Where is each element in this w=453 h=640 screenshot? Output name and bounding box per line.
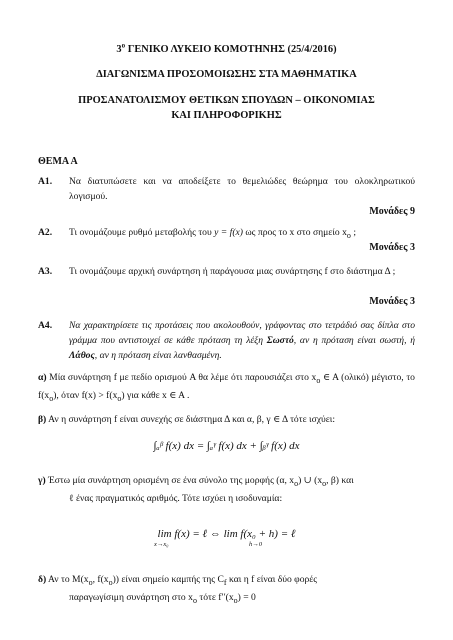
question-number: Α2. [38,227,53,238]
question-a3 [38,264,415,279]
limit-subscript-1: x→x₀ [154,541,169,548]
integral-formula: ∫ₐᵝ f(x) dx = ∫ₐᵞ f(x) dx + ∫ᵦᵞ f(x) dx [153,440,300,452]
marks-a2: Μονάδες 3 [369,242,415,253]
limit-formula: lim f(x) = ℓ ⇔ lim f(x₀ + h) = ℓ [157,528,296,540]
question-number: Α4. [38,320,53,331]
question-number: Α1. [38,176,53,187]
question-number: Α3. [38,266,53,277]
header-line-1: $3^o$ ΓΕΝΙΚΟ ΛΥΚΕΙΟ ΚΟΜΟΤΗΝΗΣ (25/4/2016) [116,41,337,55]
question-text: Να διατυπώσετε και να αποδείξετε το θεμελιώδες θεώρημα του ολοκληρωτικού λογισμού. [69,176,415,202]
section-title: ΘΕΜΑ Α [38,156,78,167]
limit-subscript-2: h→0 [249,541,262,548]
question-a1 [38,174,415,204]
statement-b: β) Αν η συνάρτηση f είναι συνεχής σε διάστημα Δ και α, β, γ ∈ Δ τότε ισχύει: [38,414,336,425]
question-a2 [38,225,415,243]
statement-d: δ) Αν το $M(x_o$, $f(x_o)$) είναι σημείο καμπής της $C_f$ και η f είναι δύο φορές παραγωγίσιμη συνάρτηση στο $x_o$ τότε $f''(x_o) = 0$ [38,574,318,605]
document-header [38,42,415,123]
question-text: Να χαρακτηρίσετε τις προτάσεις που ακολουθούν, γράφοντας στο τετράδιό σας δίπλα στο γράμμα που αντιστοιχεί σε κάθε πρόταση τη λέξη Σωστό, αν η πρόταση είναι σωστή, ή Λάθος, αν η πρόταση είναι λανθασμένη. [69,320,415,361]
rate-formula: y = f(x) [214,227,243,238]
question-a4 [38,318,415,363]
header-line-4: ΚΑΙ ΠΛΗΡΟΦΟΡΙΚΗΣ [171,110,282,121]
question-text: Τι ονομάζουμε αρχική συνάρτηση ή παράγουσα μιας συνάρτησης f στο διάστημα Δ ; [69,266,396,277]
statement-c: γ) Έστω μία συνάρτηση ορισμένη σε ένα σύνολο της μορφής (α, $x_o$) ∪ ($x_o$, β) και ℓ ένας πραγματικός αριθμός. Τότε ισχύει η ισοδυναμία: [38,475,354,504]
marks-a3: Μονάδες 3 [369,296,415,307]
header-line-3: ΠΡΟΣΑΝΑΤΟΛΙΣΜΟΥ ΘΕΤΙΚΩΝ ΣΠΟΥΔΩΝ – ΟΙΚΟΝΟΜΙΑΣ [78,95,375,106]
question-text: Τι ονομάζουμε ρυθμό μεταβολής του y = f(x) ως προς το x στο σημείο $x_o$ ; [69,227,356,240]
header-line-2: ΔΙΑΓΩΝΙΣΜΑ ΠΡΟΣΟΜΟΙΩΣΗΣ ΣΤΑ ΜΑΘΗΜΑΤΙΚΑ [96,69,357,80]
marks-a1: Μονάδες 9 [369,206,415,217]
statement-a: α) Μία συνάρτηση f με πεδίο ορισμού A θα λέμε ότι παρουσιάζει στο $x_o$ ∈ A (ολικό) μέγιστο, το $f(x_o)$, όταν $f(x) > f(x_o)$ για κάθε x ∈ A . [38,372,415,403]
